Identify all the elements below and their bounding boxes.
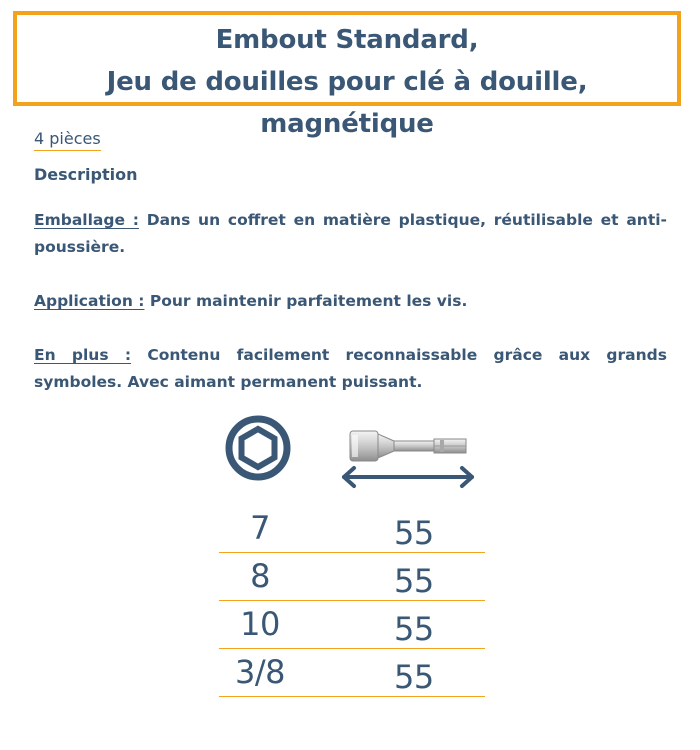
size-cell: 7 — [250, 509, 270, 547]
page-title-line1: Embout Standard, — [215, 25, 479, 55]
size-cell: 8 — [250, 557, 270, 595]
pieces-count: 4 pièces — [34, 129, 101, 151]
socket-bit-length-icon — [336, 425, 480, 495]
length-cell: 55 — [394, 610, 434, 648]
table-row — [219, 601, 485, 649]
length-cell: 55 — [394, 514, 434, 552]
table-row — [219, 505, 485, 553]
en-plus-label: En plus : — [34, 346, 132, 364]
page-title-line2: Jeu de douilles pour clé à douille, magnétique — [106, 67, 588, 139]
en-plus-text: Contenu facilement reconnaissable grâce aux grands symboles. Avec aimant permanent puissant. — [34, 346, 667, 391]
application-label: Application : — [34, 292, 145, 310]
table-row — [219, 649, 485, 697]
paragraph-en-plus — [34, 342, 667, 396]
paragraph-application — [34, 288, 667, 315]
application-text: Pour maintenir parfaitement les vis. — [144, 292, 468, 310]
sizes-table — [219, 505, 485, 697]
length-cell: 55 — [394, 562, 434, 600]
size-cell: 10 — [240, 605, 280, 643]
emballage-text: Dans un coffret en matière plastique, réutilisable et anti-poussière. — [34, 211, 667, 256]
hexagon-size-icon — [225, 415, 291, 481]
size-cell: 3/8 — [235, 653, 285, 691]
emballage-label: Emballage : — [34, 211, 139, 229]
description-heading: Description — [34, 165, 138, 184]
paragraph-emballage — [34, 207, 667, 261]
length-cell: 55 — [394, 658, 434, 696]
table-row — [219, 553, 485, 601]
